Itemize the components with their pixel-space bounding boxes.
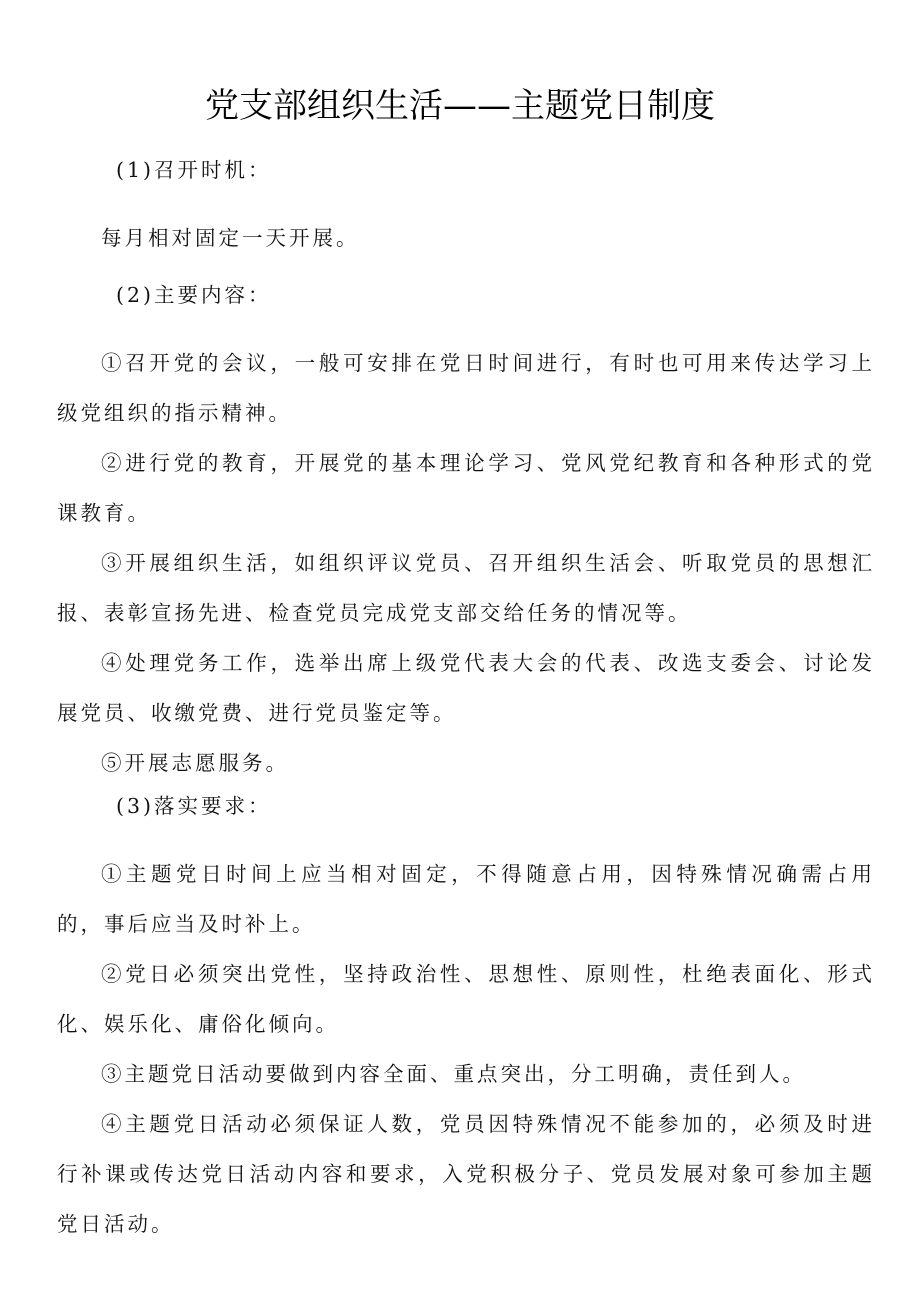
- section-heading-content: (2)主要内容：: [116, 283, 272, 307]
- requirement-item-3: ③主题党日活动要做到内容全面、重点突出，分工明确，责任到人。: [101, 1062, 806, 1086]
- document-title: 党支部组织生活——主题党日制度: [205, 86, 715, 126]
- content-list: [57, 338, 875, 788]
- content-item-1: ①召开党的会议，一般可安排在党日时间进行，有时也可用来传达学习上级党组织的指示精神。: [57, 351, 875, 425]
- requirement-item-1: ①主题党日时间上应当相对固定，不得随意占用，因特殊情况确需占用的，事后应当及时补上。: [57, 862, 875, 936]
- content-item-5: ⑤开展志愿服务。: [101, 751, 289, 775]
- section-heading-timing: (1)召开时机：: [116, 158, 272, 182]
- content-item-2: ②进行党的教育，开展党的基本理论学习、党风党纪教育和各种形式的党课教育。: [57, 451, 875, 525]
- timing-text: 每月相对固定一天开展。: [101, 226, 360, 250]
- requirement-item-4: ④主题党日活动必须保证人数，党员因特殊情况不能参加的，必须及时进行补课或传达党日活动内容和要求，入党积极分子、党员发展对象可参加主题党日活动。: [57, 1112, 875, 1236]
- requirements-list: [57, 849, 875, 1249]
- content-item-3: ③开展组织生活，如组织评议党员、召开组织生活会、听取党员的思想汇报、表彰宣扬先进、检查党员完成党支部交给任务的情况等。: [57, 551, 875, 625]
- section-heading-requirements: (3)落实要求：: [116, 794, 272, 818]
- content-item-4: ④处理党务工作，选举出席上级党代表大会的代表、改选支委会、讨论发展党员、收缴党费、进行党员鉴定等。: [57, 651, 875, 725]
- requirement-item-2: ②党日必须突出党性，坚持政治性、思想性、原则性，杜绝表面化、形式化、娱乐化、庸俗化倾向。: [57, 962, 875, 1036]
